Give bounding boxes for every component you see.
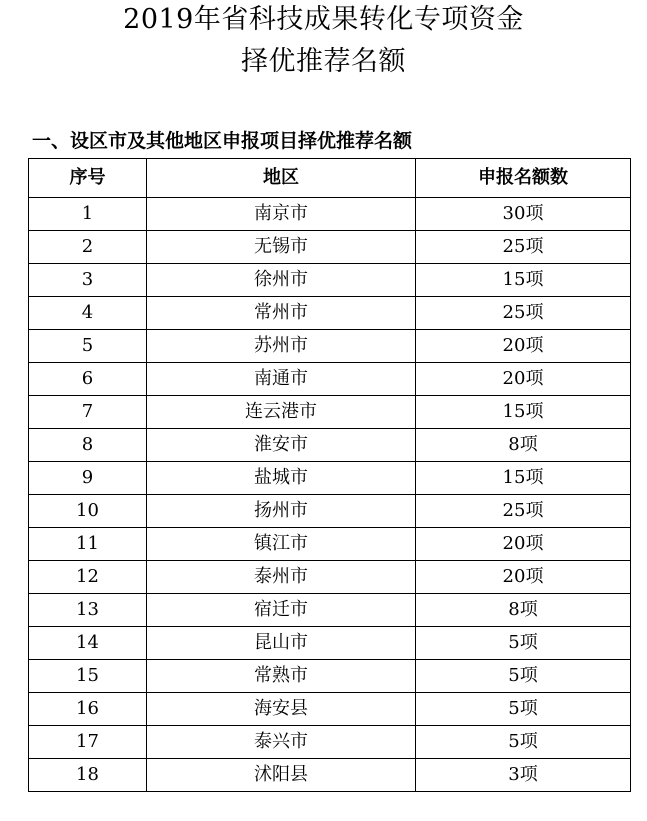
cell-serial-number: 17: [29, 726, 147, 759]
cell-region: 徐州市: [147, 264, 416, 297]
cell-serial-number: 18: [29, 759, 147, 792]
cell-region: 镇江市: [147, 528, 416, 561]
cell-quota: 15项: [416, 462, 631, 495]
cell-region: 苏州市: [147, 330, 416, 363]
cell-region: 常州市: [147, 297, 416, 330]
cell-region: 无锡市: [147, 231, 416, 264]
cell-region: 昆山市: [147, 627, 416, 660]
cell-quota: 30项: [416, 198, 631, 231]
table-row: [29, 264, 631, 297]
cell-region: 南京市: [147, 198, 416, 231]
cell-quota: 25项: [416, 297, 631, 330]
cell-quota: 8项: [416, 429, 631, 462]
document-title-line-1: 2019年省科技成果转化专项资金: [123, 4, 524, 35]
cell-region: 泰州市: [147, 561, 416, 594]
table-row: [29, 198, 631, 231]
table-row: [29, 660, 631, 693]
cell-quota: 5项: [416, 660, 631, 693]
cell-quota: 5项: [416, 726, 631, 759]
cell-serial-number: 13: [29, 594, 147, 627]
cell-serial-number: 10: [29, 495, 147, 528]
cell-region: 沭阳县: [147, 759, 416, 792]
cell-quota: 25项: [416, 495, 631, 528]
cell-quota: 8项: [416, 594, 631, 627]
cell-serial-number: 5: [29, 330, 147, 363]
cell-quota: 20项: [416, 363, 631, 396]
cell-serial-number: 14: [29, 627, 147, 660]
cell-region: 淮安市: [147, 429, 416, 462]
table-row: [29, 627, 631, 660]
table-row: [29, 231, 631, 264]
cell-serial-number: 4: [29, 297, 147, 330]
cell-serial-number: 2: [29, 231, 147, 264]
table-header-row: [29, 159, 631, 198]
cell-quota: 20项: [416, 561, 631, 594]
cell-serial-number: 8: [29, 429, 147, 462]
cell-region: 泰兴市: [147, 726, 416, 759]
cell-region: 扬州市: [147, 495, 416, 528]
table-row: [29, 693, 631, 726]
cell-serial-number: 1: [29, 198, 147, 231]
table-row: [29, 528, 631, 561]
cell-serial-number: 9: [29, 462, 147, 495]
table-row: [29, 561, 631, 594]
cell-quota: 5项: [416, 627, 631, 660]
cell-region: 连云港市: [147, 396, 416, 429]
table-row: [29, 396, 631, 429]
cell-serial-number: 11: [29, 528, 147, 561]
table-row: [29, 594, 631, 627]
table-row: [29, 330, 631, 363]
cell-serial-number: 16: [29, 693, 147, 726]
cell-region: 常熟市: [147, 660, 416, 693]
table-row: [29, 363, 631, 396]
cell-serial-number: 3: [29, 264, 147, 297]
cell-region: 盐城市: [147, 462, 416, 495]
table-row: [29, 759, 631, 792]
cell-serial-number: 6: [29, 363, 147, 396]
cell-quota: 15项: [416, 264, 631, 297]
cell-quota: 25项: [416, 231, 631, 264]
table-body: [29, 198, 631, 792]
table-row: [29, 495, 631, 528]
header-region: 地区: [147, 159, 416, 198]
section-heading: 一、设区市及其他地区申报项目择优推荐名额: [32, 130, 413, 152]
table-row: [29, 726, 631, 759]
cell-region: 宿迁市: [147, 594, 416, 627]
cell-region: 南通市: [147, 363, 416, 396]
cell-quota: 5项: [416, 693, 631, 726]
cell-quota: 20项: [416, 330, 631, 363]
cell-quota: 15项: [416, 396, 631, 429]
table-row: [29, 429, 631, 462]
cell-quota: 3项: [416, 759, 631, 792]
cell-serial-number: 12: [29, 561, 147, 594]
cell-quota: 20项: [416, 528, 631, 561]
quota-table: [28, 158, 631, 792]
cell-region: 海安县: [147, 693, 416, 726]
document-title-line-2: 择优推荐名额: [241, 46, 406, 77]
cell-serial-number: 15: [29, 660, 147, 693]
header-serial-number: 序号: [29, 159, 147, 198]
header-quota: 申报名额数: [416, 159, 631, 198]
cell-serial-number: 7: [29, 396, 147, 429]
table-row: [29, 462, 631, 495]
table-row: [29, 297, 631, 330]
